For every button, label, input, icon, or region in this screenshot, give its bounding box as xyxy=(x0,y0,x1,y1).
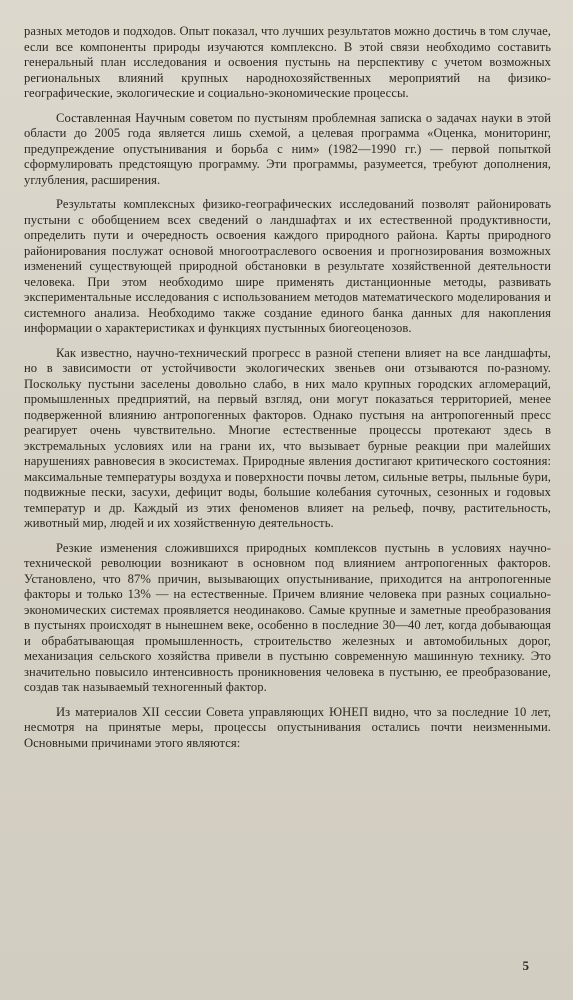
paragraph-2: Составленная Научным советом по пустыням проблемная записка о задачах науки в этой области до 2005 года является лишь схемой, а целевая программа «Оценка, мониторинг, предупреждение опустынивания и борьба с ним» (1982—1990 гг.) — первой попыткой сформулировать предстоящую программу. Эти программы, разумеется, требуют дополнения, углубления, расширения. xyxy=(24,110,551,187)
paragraph-3: Результаты комплексных физико-географических исследований позволят районировать пустыни с обобщением всех сведений о ландшафтах и их естественной продуктивности, определить пути и очередность освоения каждого природного района. Карты природного районирования послужат основой многоотраслевого освоения и прогнозирования возможных изменений существующей природной обстановки в результате хозяйственной деятельности человека. При этом необходимо шире применять дистанционные методы, развивать экспериментальные исследования с использованием методов математического моделирования и системного анализа. Необходимо также создание единого банка данных для накопления информации о характеристиках и функциях пустынных биогеоценозов. xyxy=(24,197,551,335)
paragraph-5: Резкие изменения сложившихся природных комплексов пустынь в условиях научно-технической революции возникают в основном под влиянием антропогенных факторов. Установлено, что 87% причин, вызывающих опустынивание, приходится на антропогенные факторы и только 13% — на естественные. Причем влияние человека при разных социально-экономических системах проявляется неодинаково. Самые крупные и заметные преобразования в пустынях происходят в нынешнем веке, особенно в последние 30—40 лет, когда добывающая и обрабатывающая промышленность, строительство железных и автомобильных дорог, механизация сельского хозяйства привели в пустыню современную машинную технику. Это значительно повысило интенсивность проникновения человека в пустыню, ее преобразование, создав так называемый техногенный фактор. xyxy=(24,540,551,694)
paragraph-1: разных методов и подходов. Опыт показал, что лучших результатов можно достичь в том случае, если все компоненты природы изучаются комплексно. В этой связи необходимо составить генеральный план исследования и освоения пустынь на перспективу с учетом возможных региональных влияний крупных народнохозяйственных мероприятий на физико-географические, экологические и социально-экономические процессы. xyxy=(24,24,551,100)
paragraph-6: Из материалов XII сессии Совета управляющих ЮНЕП видно, что за последние 10 лет, несмотря на принятые меры, процессы опустынивания остались почти неизменными. Основными причинами этого являются: xyxy=(24,704,551,750)
body-text xyxy=(24,24,551,751)
paragraph-4: Как известно, научно-технический прогресс в разной степени влияет на все ландшафты, но в зависимости от устойчивости экологических звеньев они отзываются по-разному. Поскольку пустыни заселены довольно слабо, в них мало крупных городских агломераций, промышленных предприятий, на первый взгляд, они могут показаться территорией, менее подверженной влиянию антропогенных факторов. Однако пустыня на антропогенный пресс реагирует очень чувствительно. Многие естественные процессы протекают здесь в экстремальных условиях или на грани их, что вызывает бурные реакции при малейших нарушениях равновесия в экосистемах. Природные явления достигают критического состояния: максимальные температуры воздуха и поверхности почвы летом, сильные ветры, пыльные бури, подвижные пески, засухи, дефицит воды, большие колебания суточных, сезонных и годовых температур и др. Каждый из этих феноменов влияет на рельеф, почву, растительность, животный мир, людей и их хозяйственную деятельность. xyxy=(24,345,551,530)
page-number: 5 xyxy=(522,958,529,973)
